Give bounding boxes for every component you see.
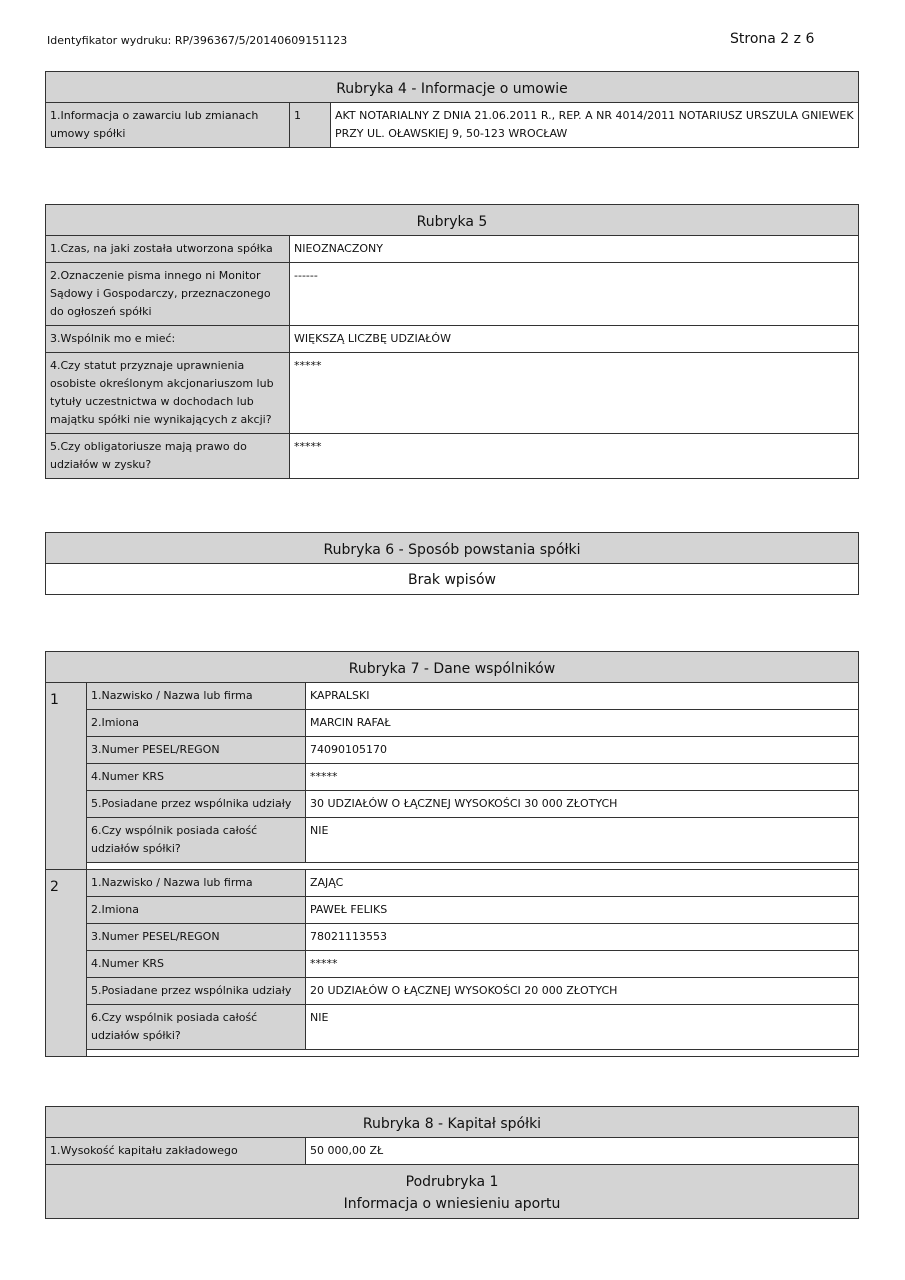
partner-number: 1 (46, 683, 87, 870)
page-number: Strona 2 z 6 (730, 31, 815, 47)
table-row (46, 978, 859, 1005)
field-label: 1.Wysokość kapitału zakładowego (46, 1138, 306, 1165)
field-value: 50 000,00 ZŁ (306, 1138, 859, 1165)
entry-number: 1 (290, 103, 331, 148)
subsection-header (46, 1165, 859, 1219)
table-row (46, 924, 859, 951)
field-value: ***** (306, 951, 859, 978)
field-value: ***** (290, 353, 859, 434)
field-value: AKT NOTARIALNY Z DNIA 21.06.2011 R., REP. A NR 4014/2011 NOTARIUSZ URSZULA GNIEWEK PRZY UL. OŁAWSKIEJ 9, 50-123 WROCŁAW (331, 103, 859, 148)
field-value: MARCIN RAFAŁ (306, 710, 859, 737)
field-value: 20 UDZIAŁÓW O ŁĄCZNEJ WYSOKOŚCI 20 000 ZŁOTYCH (306, 978, 859, 1005)
section-title: Rubryka 4 - Informacje o umowie (46, 72, 859, 103)
subsection-title: Podrubryka 1 (405, 1174, 499, 1190)
table-row (46, 236, 859, 263)
table-row (46, 263, 859, 326)
field-value: ZAJĄC (306, 870, 859, 897)
table-row (46, 710, 859, 737)
table-row (46, 103, 859, 148)
table-row (46, 870, 859, 897)
print-identifier: Identyfikator wydruku: RP/396367/5/20140609151123 (47, 34, 348, 47)
table-row (46, 791, 859, 818)
field-value: 74090105170 (306, 737, 859, 764)
field-label: 6.Czy wspólnik posiada całość udziałów spółki? (87, 818, 306, 863)
field-label: 6.Czy wspólnik posiada całość udziałów spółki? (87, 1005, 306, 1050)
field-value: NIEOZNACZONY (290, 236, 859, 263)
section-title: Rubryka 6 - Sposób powstania spółki (46, 533, 859, 564)
field-value: 78021113553 (306, 924, 859, 951)
section-rubryka-4 (45, 71, 859, 148)
section-rubryka-8 (45, 1106, 859, 1219)
field-label: 4.Czy statut przyznaje uprawnienia osobiste określonym akcjonariuszom lub tytuły uczestnictwa w dochodach lub majątku spółki nie wynikających z akcji? (46, 353, 290, 434)
row-spacer (46, 863, 859, 870)
field-value: WIĘKSZĄ LICZBĘ UDZIAŁÓW (290, 326, 859, 353)
table-row (46, 737, 859, 764)
field-value: PAWEŁ FELIKS (306, 897, 859, 924)
table-row (46, 764, 859, 791)
field-label: 5.Czy obligatoriusze mają prawo do udziałów w zysku? (46, 434, 290, 479)
row-spacer (46, 1050, 859, 1057)
field-label: 4.Numer KRS (87, 764, 306, 791)
section-rubryka-7 (45, 651, 859, 1057)
section-title: Rubryka 7 - Dane wspólników (46, 652, 859, 683)
section-title: Rubryka 5 (46, 205, 859, 236)
table-row (46, 1005, 859, 1050)
partner-number: 2 (46, 870, 87, 1057)
field-label: 3.Wspólnik mo e mieć: (46, 326, 290, 353)
field-label: 4.Numer KRS (87, 951, 306, 978)
row-spacer-cell (87, 863, 859, 870)
field-label: 3.Numer PESEL/REGON (87, 924, 306, 951)
table-row (46, 434, 859, 479)
field-value: ***** (290, 434, 859, 479)
field-label: 1.Czas, na jaki została utworzona spółka (46, 236, 290, 263)
table-row (46, 951, 859, 978)
table-row (46, 326, 859, 353)
field-value: NIE (306, 1005, 859, 1050)
field-value: ------ (290, 263, 859, 326)
field-label: 5.Posiadane przez wspólnika udziały (87, 791, 306, 818)
field-value: 30 UDZIAŁÓW O ŁĄCZNEJ WYSOKOŚCI 30 000 ZŁOTYCH (306, 791, 859, 818)
field-label: 2.Oznaczenie pisma innego ni Monitor Sądowy i Gospodarczy, przeznaczonego do ogłoszeń spółki (46, 263, 290, 326)
empty-entries: Brak wpisów (46, 564, 859, 595)
row-spacer-cell (87, 1050, 859, 1057)
table-row (46, 1138, 859, 1165)
section-rubryka-5 (45, 204, 859, 479)
field-value: KAPRALSKI (306, 683, 859, 710)
field-label: 3.Numer PESEL/REGON (87, 737, 306, 764)
field-value: ***** (306, 764, 859, 791)
section-rubryka-6 (45, 532, 859, 595)
field-label: 5.Posiadane przez wspólnika udziały (87, 978, 306, 1005)
field-label: 1.Nazwisko / Nazwa lub firma (87, 683, 306, 710)
table-row (46, 897, 859, 924)
subsection-subtitle: Informacja o wniesieniu aportu (343, 1196, 561, 1212)
section-title: Rubryka 8 - Kapitał spółki (46, 1107, 859, 1138)
field-label: 2.Imiona (87, 897, 306, 924)
table-row (46, 353, 859, 434)
table-row (46, 683, 859, 710)
field-label: 2.Imiona (87, 710, 306, 737)
field-label: 1.Informacja o zawarciu lub zmianach umowy spółki (46, 103, 290, 148)
table-row (46, 818, 859, 863)
field-value: NIE (306, 818, 859, 863)
field-label: 1.Nazwisko / Nazwa lub firma (87, 870, 306, 897)
